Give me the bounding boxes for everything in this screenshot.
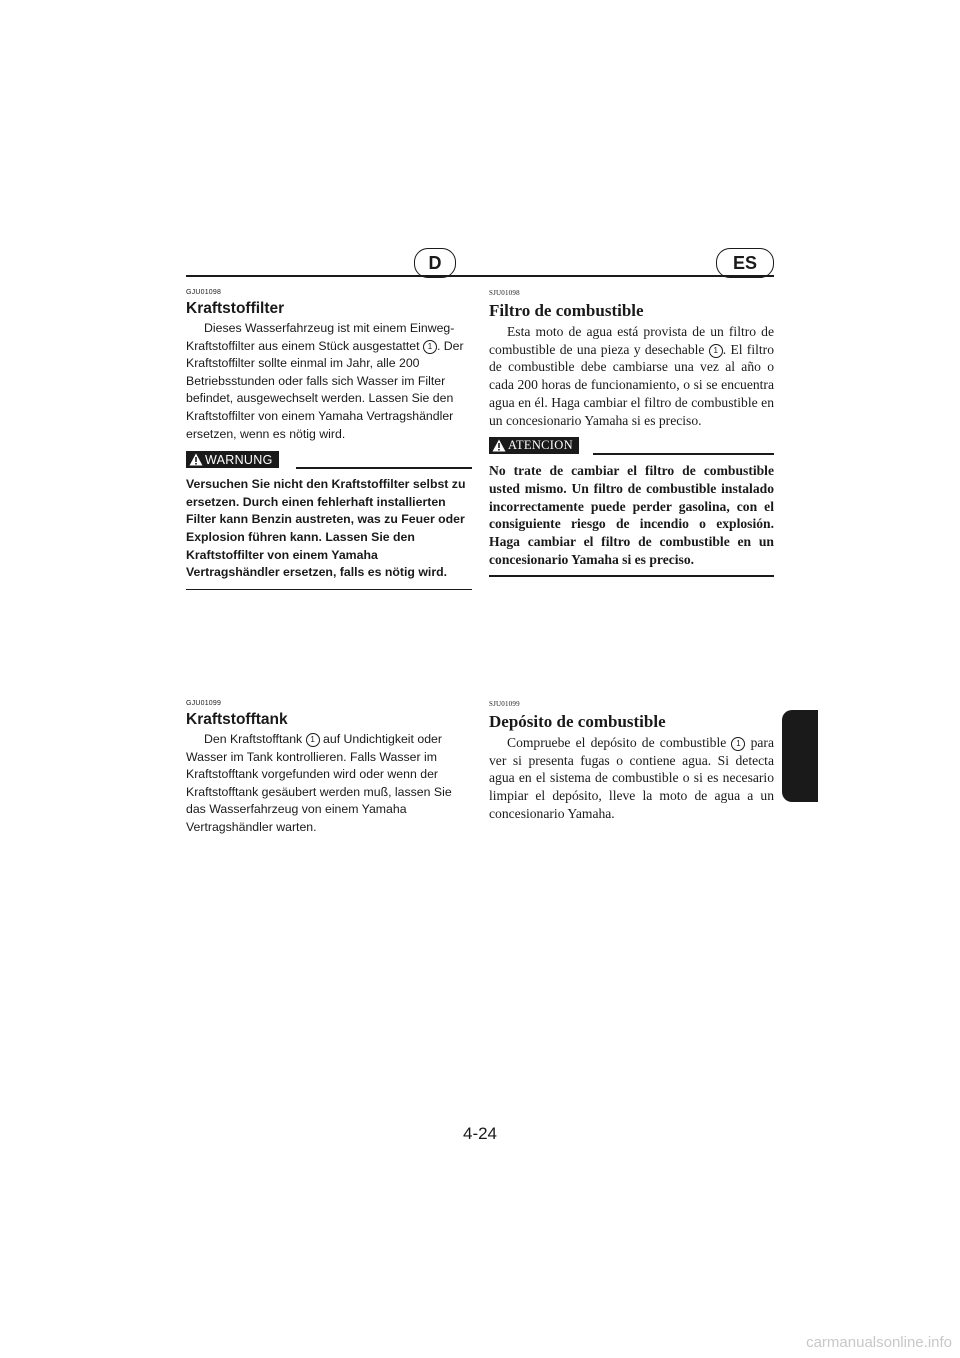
warning-badge [489, 437, 579, 454]
page-number: 4-24 [462, 1124, 498, 1143]
reference-number: 1 [306, 733, 320, 747]
warning-triangle-icon [492, 439, 506, 452]
warning-rule [593, 453, 774, 455]
body-text: Esta moto de agua está provista de un filtro de combustible de una pieza y desechable [489, 324, 774, 357]
language-badge-d [414, 248, 456, 278]
es-section-fuel-tank [489, 700, 774, 823]
body-text: Dieses Wasserfahrzeug ist mit einem Einweg-Kraftstoffilter aus einem Stück ausgestattet [186, 321, 455, 353]
section-body [489, 734, 774, 823]
warning-badge [186, 451, 279, 468]
section-title: Kraftstoffilter [186, 300, 285, 317]
header-divider [186, 275, 774, 277]
reference-number: 1 [423, 340, 437, 354]
section-title: Depósito de combustible [489, 712, 666, 731]
warning-text: Versuchen Sie nicht den Kraftstoffilter selbst zu ersetzen. Durch einen fehlerhaft installierten Filter kann Benzin austreten, was zu Feuer oder Explosion führen kann. Lassen Sie den Kraftstoffilter von einem Yamaha Vertragshändler ersetzen, falls es nötig wird. [186, 477, 466, 580]
body-text: . Der Kraftstoffilter sollte einmal im Jahr, alle 200 Betriebsstunden oder falls sich Wasser im Filter befindet, ausgewechselt werden. Lassen Sie den Kraftstoffilter von einem Yamaha Vertragshändler ersetzen, wenn es nötig wird. [186, 338, 464, 441]
warning-end-rule [186, 589, 472, 590]
de-section-fuel-filter [186, 289, 472, 590]
body-text: para ver si presenta fugas o contiene agua. Si detecta agua en el sistema de combustible o si es necesario limpiar el depósito, lleve la moto de agua a un concesionario Yamaha. [489, 735, 774, 821]
section-body [186, 320, 472, 443]
section-title: Filtro de combustible [489, 301, 644, 320]
body-text: Den Kraftstofftank [204, 732, 306, 746]
reference-number: 1 [709, 344, 723, 358]
de-section-fuel-tank [186, 700, 472, 837]
section-code: SJU01098 [489, 289, 520, 297]
section-code: GJU01098 [186, 289, 222, 296]
body-text: auf Undichtigkeit oder Wasser im Tank kontrollieren. Falls Wasser im Kraftstofftank vorgefunden wird oder wenn der Kraftstofftank gesäubert werden muß, lassen Sie das Wasserfahrzeug von einem Yamaha Vertragshändler warten. [186, 732, 452, 834]
warning-label: ATENCION [508, 438, 573, 453]
language-code: D [428, 252, 442, 273]
es-section-fuel-filter [489, 289, 774, 577]
warning-rule [296, 467, 472, 469]
warning-header [489, 436, 774, 456]
warning-end-rule [489, 575, 774, 576]
section-title: Kraftstofftank [186, 711, 288, 728]
warning-label: WARNUNG [205, 452, 273, 467]
body-text: . El filtro de combustible debe cambiarse una vez al año o cada 200 horas de funcionamiento, o si se encuentra agua en él. Haga cambiar el filtro de combustible en un concesionario Yamaha si es preciso. [489, 341, 774, 428]
watermark: carmanualsonline.info [806, 1334, 952, 1351]
section-body [186, 731, 472, 837]
chapter-tab [782, 710, 818, 802]
reference-number: 1 [731, 737, 745, 751]
warning-header [186, 450, 472, 470]
section-code: SJU01099 [489, 700, 520, 708]
language-code: ES [732, 252, 757, 273]
body-text: Compruebe el depósito de combustible [507, 735, 732, 750]
section-code: GJU01099 [186, 700, 222, 707]
language-badge-es [716, 248, 774, 278]
warning-text: No trate de cambiar el filtro de combustible usted mismo. Un filtro de combustible instalado incorrectamente puede perder gasolina, con el consiguiente riesgo de incendio o explosión. Haga cambiar el filtro de combustible en un concesionario Yamaha si es preciso. [489, 463, 774, 567]
section-body [489, 323, 774, 429]
warning-triangle-icon [189, 453, 203, 466]
